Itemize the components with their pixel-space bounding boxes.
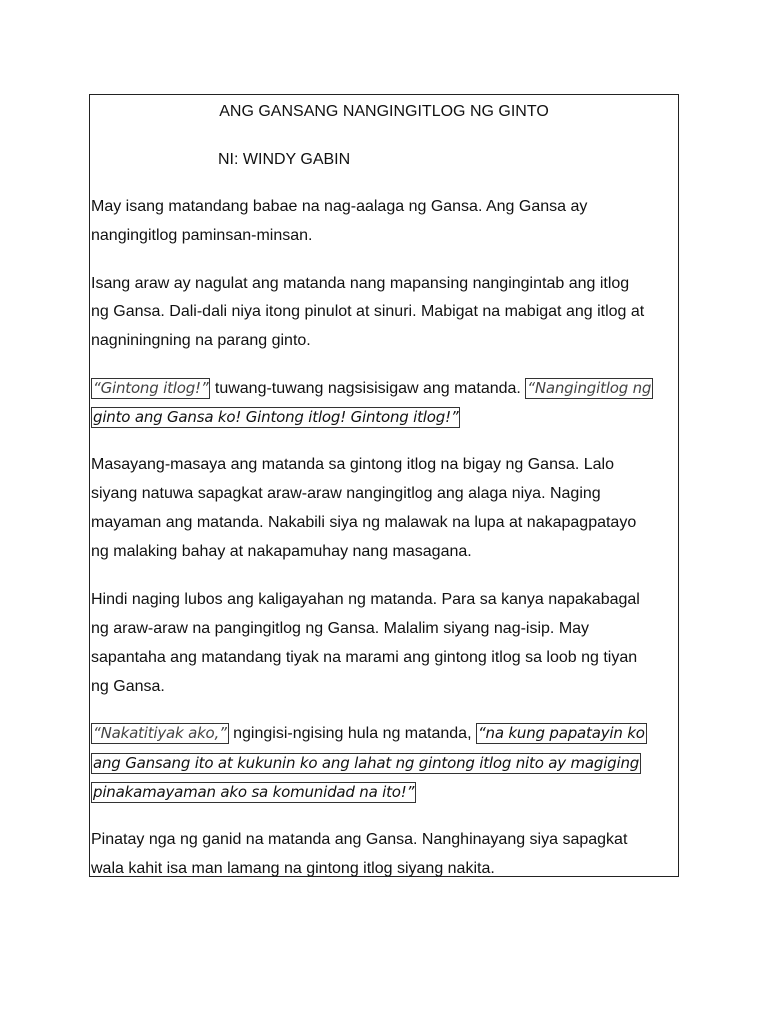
paragraph-2-line-2: ng Gansa. Dali-dali niya itong pinulot at sinuri. Mabigat na mabigat ang itlog at [91,303,645,320]
paragraph-4-line-3: mayaman ang matanda. Nakabili siya ng malawak na lupa at nakapagpatayo [91,514,637,531]
paragraph-2-line-3: nagniningning na parang ginto. [91,332,311,349]
narration-text: ngingisi-ngising hula ng matanda, [228,725,476,742]
narration-text: tuwang-tuwang nagsisisigaw ang matanda. [210,380,526,397]
paragraph-7-line-2: wala kahit isa man lamang na gintong itlog siyang nakita. [91,860,495,877]
paragraph-1-line-2: nangingitlog paminsan-minsan. [91,227,313,244]
paragraph-6-line-3 [91,782,416,803]
paragraph-2-line-1: Isang araw ay nagulat ang matanda nang mapansing nangingintab ang itlog [91,275,630,292]
paragraph-5-line-4: ng Gansa. [91,678,165,695]
quote-gintong-itlog: “Gintong itlog!” [93,379,209,397]
quote-nakatitiyak: “Nakatitiyak ako,” [93,724,227,742]
paragraph-5-line-1: Hindi naging lubos ang kaligayahan ng matanda. Para sa kanya napakabagal [91,591,640,608]
story-title: ANG GANSANG NANGINGITLOG NG GINTO [219,103,549,120]
paragraph-5-line-2: ng araw-araw na pangingitlog ng Gansa. Malalim siyang nag-isip. May [91,620,590,637]
paragraph-1-line-1: May isang matandang babae na nag-aalaga ng Gansa. Ang Gansa ay [91,198,588,215]
story-author: NI: WINDY GABIN [218,151,351,168]
quote-nangingitlog-end: ginto ang Gansa ko! Gintong itlog! Gintong itlog!” [93,408,459,426]
paragraph-4-line-2: siyang natuwa sapagkat araw-araw nangingitlog ang alaga niya. Naging [91,485,601,502]
paragraph-4-line-4: ng malaking bahay at nakapamuhay nang masagana. [91,543,472,560]
paragraph-3-line-2 [91,407,460,428]
paragraph-7-line-1: Pinatay nga ng ganid na matanda ang Gansa. Nanghinayang siya sapagkat [91,831,628,848]
quote-papatayin-start: “na kung papatayin ko [477,724,645,742]
quote-papatayin-middle: ang Gansang ito at kukunin ko ang lahat ng gintong itlog nito ay magiging [93,754,640,772]
paragraph-4-line-1: Masayang-masaya ang matanda sa gintong itlog na bigay ng Gansa. Lalo [91,456,615,473]
paragraph-6-line-1 [91,723,647,744]
paragraph-6-line-2 [91,753,641,774]
paragraph-5-line-3: sapantaha ang matandang tiyak na marami ang gintong itlog sa loob ng tiyan [91,649,638,666]
quote-papatayin-end: pinakamayaman ako sa komunidad na ito!” [93,783,415,801]
paragraph-3-line-1 [91,378,653,399]
quote-nangingitlog-start: “Nangingitlog ng [527,379,652,397]
